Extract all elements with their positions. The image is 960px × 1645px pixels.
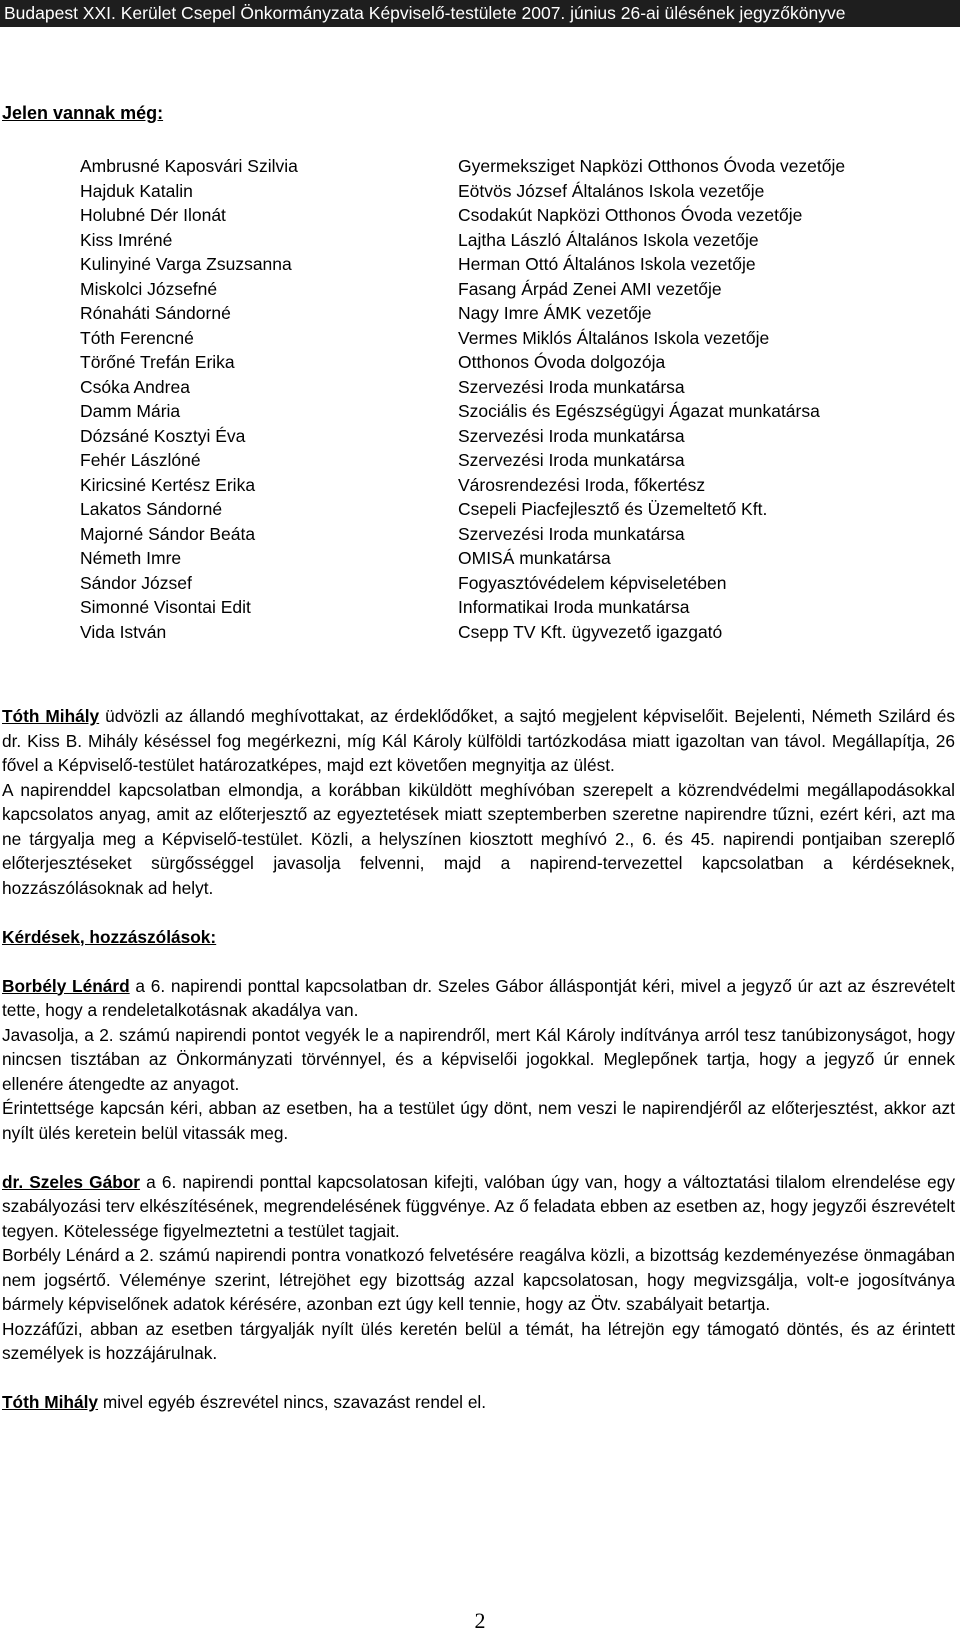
attendee-role: Szervezési Iroda munkatársa xyxy=(458,523,685,544)
paragraph-text: a 6. napirendi ponttal kapcsolatosan kifejti, valóban úgy van, hogy a változtatási tilalom elrendelése egy szabályozási terv elkészítésének, megrendelésének függvénye. Az ő feladata ebben az esetben az, hogy jegyzői észrevételt tegyen. Kötelessége figyelmeztetni a testület tagjait. xyxy=(2,1171,955,1241)
page-number: 2 xyxy=(474,1608,486,1633)
attendee-name: Németh Imre xyxy=(80,548,182,568)
attendee-name: Kulinyiné Varga Zsuzsanna xyxy=(80,254,292,274)
attendee-role: Herman Ottó Általános Iskola vezetője xyxy=(458,254,756,274)
attendee-role: Vermes Miklós Általános Iskola vezetője xyxy=(458,327,770,348)
speaker-name: dr. Szeles Gábor xyxy=(2,1171,141,1192)
attendee-name: Tóth Ferencné xyxy=(80,327,194,348)
paragraph-proposal: Javasolja, a 2. számú napirendi pontot vegyék le a napirendről, mert Kál Károly indítványa arról tesz tanúbizonyságot, hogy nincsen tisztában az Önkormányzati törvénnyel, és a képviselői jogokkal. Meglepőnek tartja, hogy a jegyző úr ennek ellenére átengedte az anyagot. xyxy=(2,1024,955,1094)
attendee-row xyxy=(80,424,950,449)
attendee-name: Ambrusné Kaposvári Szilvia xyxy=(80,156,298,176)
attendee-name: Kiricsiné Kertész Erika xyxy=(80,474,256,495)
paragraph-borbely xyxy=(2,974,955,1023)
attendee-role: Fasang Árpád Zenei AMI vezetője xyxy=(458,278,722,299)
attendee-row xyxy=(80,473,950,498)
attendee-name: Fehér Lászlóné xyxy=(80,450,201,470)
attendee-row xyxy=(80,375,950,400)
speaker-name: Tóth Mihály xyxy=(2,706,100,726)
attendee-row xyxy=(80,277,950,302)
attendee-name: Holubné Dér Ilonát xyxy=(80,205,226,225)
attendee-role: Szervezési Iroda munkatársa xyxy=(458,376,685,397)
attendee-name: Miskolci Józsefné xyxy=(80,278,218,299)
minutes-body xyxy=(2,704,955,1415)
attendee-row xyxy=(80,522,950,547)
attendee-name: Dózsáné Kosztyi Éva xyxy=(80,425,246,446)
paragraph-committee: Borbély Lénárd a 2. számú napirendi pontra vonatkozó felvetésére reagálva közli, a bizottság kezdeményezése önmagában nem jogsértő. Véleménye szerint, létrejöhet egy bizottság azzal kapcsolatosan, hogy megvizsgálja, volt-e jogosítványa bármely képviselőnek adatok kérésére, azonban ezt úgy kell tennie, hogy az Ötv. szabályait betartja. xyxy=(2,1245,955,1314)
attendee-role: Szociális és Egészségügyi Ágazat munkatársa xyxy=(458,401,820,421)
attendee-name: Simonné Visontai Edit xyxy=(80,597,251,617)
attendee-row xyxy=(80,228,950,253)
paragraph-text: a 6. napirendi ponttal kapcsolatban dr. Szeles Gábor álláspontját kéri, mivel a jegyző úr azt az észrevételt tette, hogy a rendeletalkotásnak akadálya van. xyxy=(2,975,955,1020)
attendee-role: Eötvös József Általános Iskola vezetője xyxy=(458,180,765,201)
attendee-row xyxy=(80,252,950,277)
attendee-row xyxy=(80,546,950,571)
attendee-role: OMISÁ munkatársa xyxy=(458,548,611,568)
paragraph-opening xyxy=(2,704,955,778)
attendee-name: Vida István xyxy=(80,621,167,642)
paragraph-involvement: Érintettsége kapcsán kéri, abban az esetben, ha a testület úgy dönt, nem veszi le napirendjéről az előterjesztést, akkor azt nyílt ülés keretein belül vitassák meg. xyxy=(2,1098,955,1143)
attendee-role: Csepp TV Kft. ügyvezető igazgató xyxy=(458,621,723,642)
attendee-role: Csepeli Piacfejlesztő és Üzemeltető Kft. xyxy=(458,499,768,519)
attendee-name: Hajduk Katalin xyxy=(80,180,193,201)
attendee-row xyxy=(80,448,950,473)
attendee-name: Lakatos Sándorné xyxy=(80,499,223,519)
attendee-role: Gyermeksziget Napközi Otthonos Óvoda vezetője xyxy=(458,156,846,176)
attendee-role: Otthonos Óvoda dolgozója xyxy=(458,352,666,372)
attendee-row xyxy=(80,350,950,375)
document-header: Budapest XXI. Kerület Csepel Önkormányzata Képviselő-testülete 2007. június 26-ai ülésének jegyzőkönyve xyxy=(0,0,960,27)
attendee-name: Damm Mária xyxy=(80,401,181,421)
present-title: Jelen vannak még: xyxy=(2,103,164,123)
attendee-role: Informatikai Iroda munkatársa xyxy=(458,597,690,617)
attendee-name: Sándor József xyxy=(80,572,192,593)
attendee-role: Lajtha László Általános Iskola vezetője xyxy=(458,229,759,250)
attendee-row xyxy=(80,203,950,228)
attendee-row xyxy=(80,595,950,620)
attendee-row xyxy=(80,154,950,179)
attendee-role: Nagy Imre ÁMK vezetője xyxy=(458,303,652,323)
attendee-row xyxy=(80,399,950,424)
attendee-name: Rónaháti Sándorné xyxy=(80,303,231,323)
paragraph-text: üdvözli az állandó meghívottakat, az érdeklődőket, a sajtó megjelent képviselőit. Bejelenti, Németh Szilárd és dr. Kiss B. Mihály késéssel fog megérkezni, míg Kál Károly külföldi tartózkodása miatt igazoltan van távol. Megállapítja, 26 fővel a Képviselő-testület határozatképes, majd ezt követően megnyitja az ülést. xyxy=(2,706,955,775)
attendee-role: Fogyasztóvédelem képviseletében xyxy=(458,572,727,593)
paragraph-agenda: A napirenddel kapcsolatban elmondja, a korábban kiküldött meghívóban szerepelt a közrendvédelmi megállapodásokkal kapcsolatos anyag, amit az előterjesztő az egyeztetések miatt szeptemberben szeretne napirendre tűzni, ezért kéri, azt ma ne tárgyalja meg a Képviselő-testület. Közli, a helyszínen kiosztott meghívó 2., 6. és 45. napirendi pontjaiban szereplő előterjesztéseket sürgősséggel javasolja felvenni, majd a napirend-tervezettel kapcsolatban a kérdéseknek, hozzászólásoknak ad helyt. xyxy=(2,779,955,898)
attendee-role: Szervezési Iroda munkatársa xyxy=(458,425,685,446)
attendee-name: Kiss Imréné xyxy=(80,229,173,250)
attendee-name: Törőné Trefán Erika xyxy=(80,352,235,372)
paragraph-vote xyxy=(2,1390,955,1415)
attendee-name: Csóka Andrea xyxy=(80,376,190,397)
speaker-name: Tóth Mihály xyxy=(2,1392,99,1412)
section-heading: Kérdések, hozzászólások: xyxy=(2,926,217,947)
attendee-list xyxy=(80,154,950,644)
paragraph-szeles xyxy=(2,1170,955,1244)
attendee-role: Csodakút Napközi Otthonos Óvoda vezetője xyxy=(458,205,803,225)
paragraph-addendum: Hozzáfűzi, abban az esetben tárgyalják nyílt ülés keretén belül a témát, ha létrejön egy támogató döntés, és az érintett személyek is hozzájárulnak. xyxy=(2,1318,955,1363)
attendee-row xyxy=(80,326,950,351)
attendee-name: Majorné Sándor Beáta xyxy=(80,523,256,544)
attendee-row xyxy=(80,301,950,326)
attendee-row xyxy=(80,571,950,596)
speaker-name: Borbély Lénárd xyxy=(2,975,130,996)
paragraph-text: mivel egyéb észrevétel nincs, szavazást rendel el. xyxy=(98,1392,487,1412)
attendee-role: Városrendezési Iroda, főkertész xyxy=(458,474,706,495)
attendee-row xyxy=(80,179,950,204)
attendee-row xyxy=(80,497,950,522)
attendee-role: Szervezési Iroda munkatársa xyxy=(458,450,685,470)
attendee-row xyxy=(80,620,950,645)
